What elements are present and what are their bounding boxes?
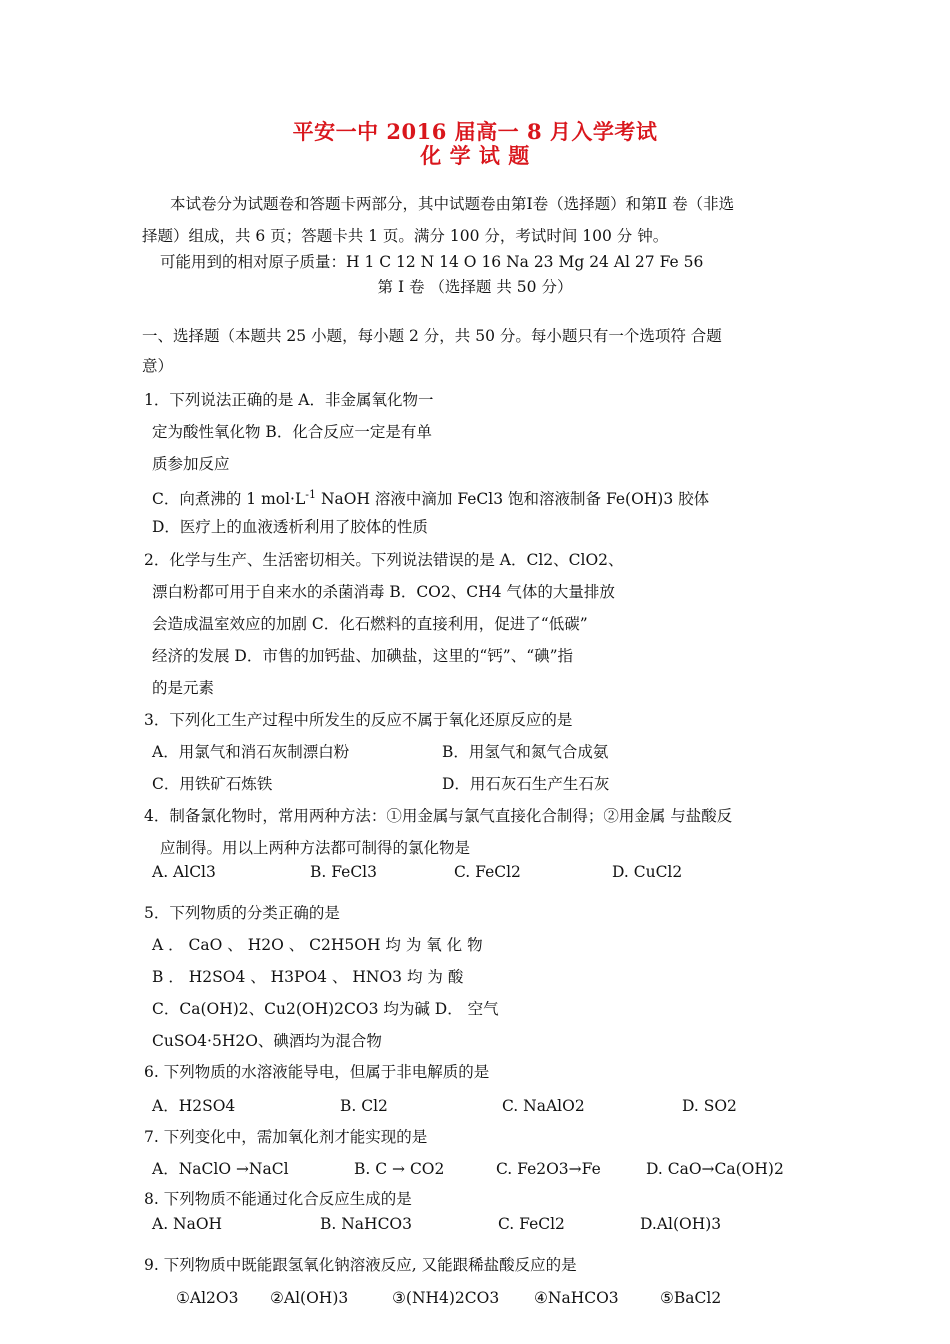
section-heading-line-1: 一、选择题（本题共 25 小题，每小题 2 分，共 50 分。每小题只有一个选项符 合题 — [142, 327, 722, 345]
q2-line-5: 的是元素 — [152, 679, 215, 697]
q6-option-c: C. NaAlO2 — [502, 1097, 585, 1115]
q3-stem: 3．下列化工生产过程中所发生的反应不属于氧化还原反应的是 — [144, 711, 573, 729]
q5-option-b: B ． H2SO4 、 H3PO4 、 HNO3 均 为 酸 — [152, 968, 464, 986]
q7-option-a: A．NaClO →NaCl — [152, 1160, 289, 1178]
q7-stem: 7. 下列变化中，需加氧化剂才能实现的是 — [144, 1128, 428, 1146]
q9-option-1: ①Al2O3 — [176, 1289, 239, 1307]
q1-line-1: 1．下列说法正确的是 A．非金属氧化物一 — [144, 391, 434, 409]
q1-option-c — [152, 485, 709, 509]
q9-option-5: ⑤BaCl2 — [660, 1289, 722, 1307]
intro-line-2: 择题）组成，共 6 页；答题卡共 1 页。满分 100 分，考试时间 100 分 钟。 — [142, 227, 669, 245]
q5-stem: 5．下列物质的分类正确的是 — [144, 904, 340, 922]
q1-option-c-sup: -1 — [305, 488, 317, 501]
q3-option-a: A．用氯气和消石灰制漂白粉 — [152, 743, 350, 761]
q8-stem: 8. 下列物质不能通过化合反应生成的是 — [144, 1190, 412, 1208]
q4-option-d: D. CuCl2 — [612, 863, 683, 881]
q1-option-d: D．医疗上的血液透析利用了胶体的性质 — [152, 518, 428, 536]
q6-option-d: D. SO2 — [682, 1097, 737, 1115]
q8-option-a: A. NaOH — [152, 1215, 223, 1233]
q3-option-b: B．用氢气和氮气合成氨 — [442, 743, 609, 761]
q9-option-3: ③(NH4)2CO3 — [392, 1289, 500, 1307]
part-one-heading: 第 I 卷 （选择题 共 50 分） — [377, 278, 573, 296]
q7-option-c: C. Fe2O3→Fe — [496, 1160, 601, 1178]
q4-option-b: B. FeCl3 — [310, 863, 378, 881]
section-heading-line-2: 意） — [142, 357, 174, 375]
q7-option-d: D. CaO→Ca(OH)2 — [646, 1160, 784, 1178]
q2-line-2: 漂白粉都可用于自来水的杀菌消毒 B．CO2、CH4 气体的大量排放 — [152, 583, 615, 601]
q8-option-b: B. NaHCO3 — [320, 1215, 412, 1233]
exam-title: 平安一中 2016 届高一 8 月入学考试 — [292, 119, 658, 144]
intro-line-1: 本试卷分为试题卷和答题卡两部分，其中试题卷由第Ⅰ卷（选择题）和第Ⅱ 卷（非选 — [170, 195, 735, 213]
q9-stem: 9. 下列物质中既能跟氢氧化钠溶液反应, 又能跟稀盐酸反应的是 — [144, 1256, 577, 1274]
q1-option-c-pre: C．向煮沸的 1 mol·L — [152, 490, 306, 509]
q4-option-a: A. AlCl3 — [152, 863, 216, 881]
atomic-masses: 可能用到的相对原子质量：H 1 C 12 N 14 O 16 Na 23 Mg 24 Al 27 Fe 56 — [160, 253, 704, 271]
q3-option-d: D．用石灰石生产生石灰 — [442, 775, 610, 793]
q8-option-c: C. FeCl2 — [498, 1215, 565, 1233]
q6-option-a: A．H2SO4 — [152, 1097, 236, 1115]
q6-option-b: B. Cl2 — [340, 1097, 388, 1115]
q7-option-b: B. C → CO2 — [354, 1160, 445, 1178]
q1-option-c-post: NaOH 溶液中滴加 FeCl3 饱和溶液制备 Fe(OH)3 胶体 — [316, 490, 710, 509]
q5-option-d: CuSO4·5H2O、碘酒均为混合物 — [152, 1032, 382, 1050]
q2-line-3: 会造成温室效应的加剧 C．化石燃料的直接利用，促进了“低碳” — [152, 615, 588, 633]
q3-option-c: C．用铁矿石炼铁 — [152, 775, 273, 793]
q2-line-1: 2．化学与生产、生活密切相关。下列说法错误的是 A．Cl2、ClO2、 — [144, 551, 624, 569]
q4-option-c: C. FeCl2 — [454, 863, 521, 881]
q1-line-2: 定为酸性氧化物 B．化合反应一定是有单 — [152, 423, 432, 441]
q6-stem: 6. 下列物质的水溶液能导电，但属于非电解质的是 — [144, 1063, 490, 1081]
q4-line-1: 4．制备氯化物时，常用两种方法：①用金属与氯气直接化合制得；②用金属 与盐酸反 — [144, 807, 733, 825]
exam-subtitle: 化 学 试 题 — [420, 143, 530, 168]
q4-line-2: 应制得。用以上两种方法都可制得的氯化物是 — [160, 839, 471, 857]
q2-line-4: 经济的发展 D．市售的加钙盐、加碘盐，这里的“钙”、“碘”指 — [152, 647, 574, 665]
q9-option-4: ④NaHCO3 — [534, 1289, 619, 1307]
q5-option-a: A ． CaO 、 H2O 、 C2H5OH 均 为 氧 化 物 — [152, 936, 483, 954]
q5-option-c: C．Ca(OH)2、Cu2(OH)2CO3 均为碱 D． 空气 — [152, 1000, 499, 1018]
q9-option-2: ②Al(OH)3 — [270, 1289, 349, 1307]
q8-option-d: D.Al(OH)3 — [640, 1215, 722, 1233]
q1-line-3: 质参加反应 — [152, 455, 230, 473]
